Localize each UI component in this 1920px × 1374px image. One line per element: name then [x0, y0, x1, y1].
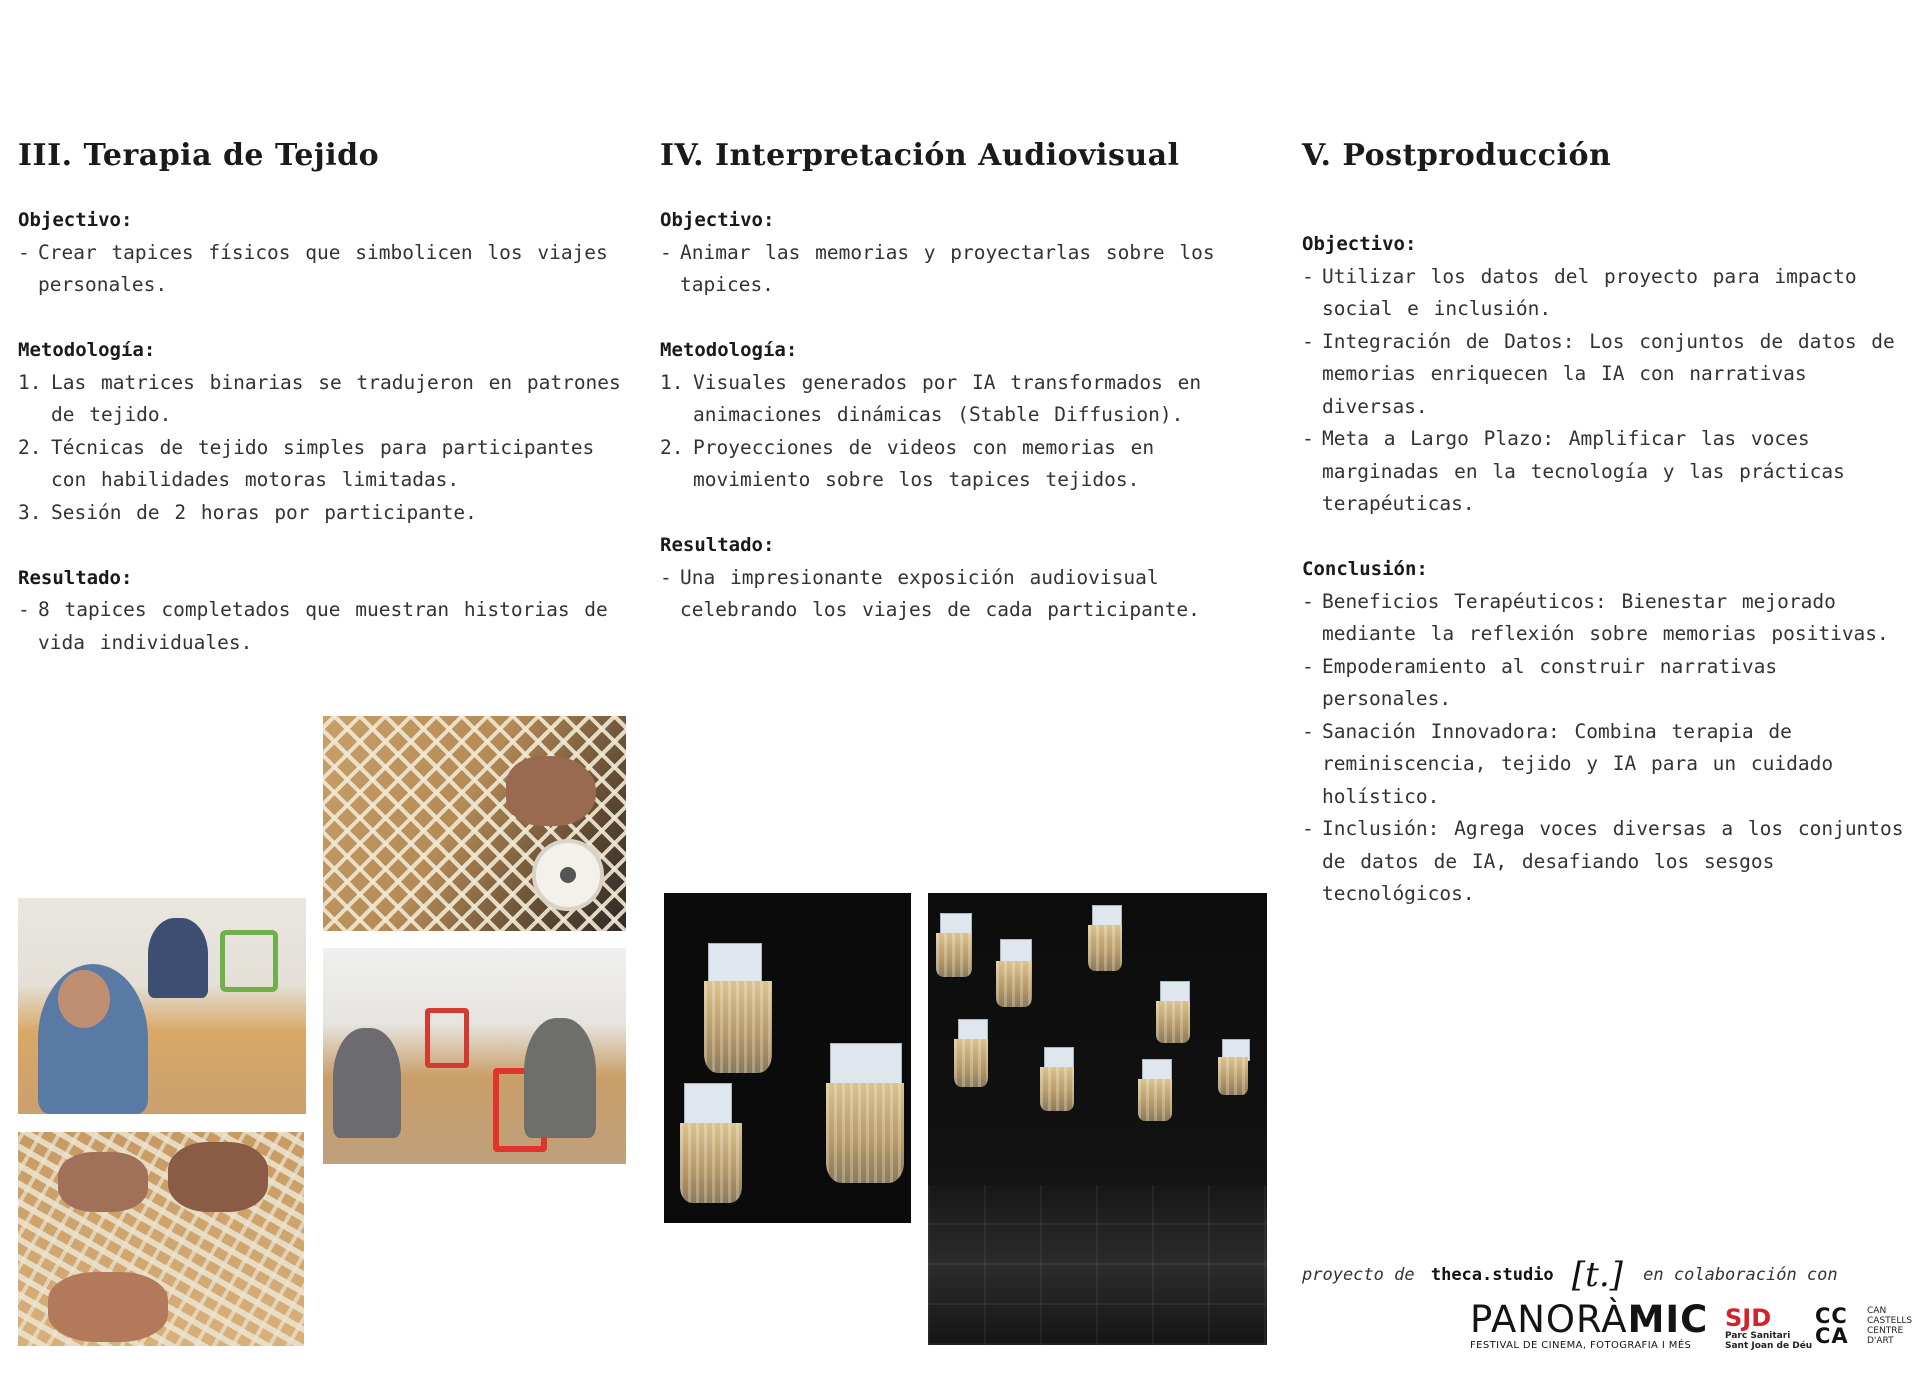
sjd-logo: SJD Parc Sanitari Sant Joan de Déu: [1725, 1304, 1813, 1351]
list-item: - Inclusión: Agrega voces diversas a los conjuntos de datos de IA, desafiando los sesgos tecnológicos.: [1302, 813, 1912, 911]
person-shape: [333, 1028, 401, 1138]
tiled-floor: [928, 1185, 1267, 1345]
section-title: III. Terapia de Tejido: [18, 138, 380, 173]
objective-label: Objectivo:: [660, 209, 775, 231]
list-item: - Sanación Innovadora: Combina terapia de reminiscencia, tejido y IA para un cuidado holístico.: [1302, 716, 1912, 814]
person-shape: [524, 1018, 596, 1138]
list-item: - Crear tapices físicos que simbolicen los viajes personales.: [18, 237, 638, 302]
result-list: [660, 562, 1280, 627]
list-item: - Empoderamiento al construir narrativas personales.: [1302, 651, 1912, 716]
list-item: 1. Visuales generados por IA transformados en animaciones dinámicas (Stable Diffusion).: [660, 370, 1202, 426]
section-title: IV. Interpretación Audiovisual: [660, 138, 1180, 173]
method-label: Metodología:: [18, 339, 156, 361]
credit-prefix: proyecto de: [1302, 1265, 1415, 1285]
list-item: - Utilizar los datos del proyecto para impacto social e inclusión.: [1302, 261, 1912, 326]
objective-list: [660, 237, 1280, 302]
result-label: Resultado:: [18, 566, 133, 589]
exhibition-hall-photo: [928, 893, 1267, 1345]
section-postproduccion: [1302, 136, 1912, 911]
objective-label: Objectivo:: [18, 209, 133, 231]
list-item: 3. Sesión de 2 horas por participante.: [18, 500, 477, 524]
can-castells-logo: CC CA CAN CASTELLS CENTRE D'ART: [1815, 1304, 1913, 1348]
method-list: [660, 367, 1280, 497]
credit-suffix: en colaboración con: [1643, 1265, 1838, 1285]
weaving-workshop-photo: [18, 898, 306, 1114]
list-item: 2. Técnicas de tejido simples para participantes con habilidades motoras limitadas.: [18, 435, 595, 491]
result-list: [18, 594, 638, 659]
studio-name: theca.studio: [1430, 1265, 1554, 1285]
list-item: - 8 tapices completados que muestran historias de vida individuales.: [18, 594, 638, 659]
hand-shape: [506, 756, 596, 826]
person-shape: [148, 918, 208, 998]
hands-weaving-photo: [18, 1132, 304, 1346]
thread-spool-shape: [532, 839, 604, 911]
section-terapia-de-tejido: [18, 136, 638, 659]
workshop-room-photo: [323, 948, 626, 1164]
list-item: 2. Proyecciones de videos con memorias en movimiento sobre los tapices tejidos.: [660, 435, 1155, 491]
hand-shape: [48, 1272, 168, 1342]
hand-shape: [58, 1152, 148, 1212]
objective-list: [1302, 261, 1912, 521]
studio-logo-mark: [t.]: [1571, 1255, 1623, 1295]
list-item: - Una impresionante exposición audiovisual celebrando los viajes de cada participante.: [660, 562, 1280, 627]
weaving-closeup-photo: [323, 716, 626, 931]
head-shape: [58, 970, 110, 1028]
conclusion-label: Conclusión:: [1302, 558, 1428, 580]
objective-label: Objectivo:: [1302, 233, 1417, 255]
conclusion-list: [1302, 586, 1912, 911]
list-item: - Integración de Datos: Los conjuntos de datos de memorias enriquecen la IA con narrativas diversas.: [1302, 326, 1912, 424]
method-list: [18, 367, 638, 530]
objective-list: [18, 237, 638, 302]
section-interpretacion-audiovisual: [660, 136, 1280, 627]
list-item: - Meta a Largo Plazo: Amplificar las voces marginadas en la tecnología y las prácticas terapéuticas.: [1302, 423, 1912, 521]
list-item: - Beneficios Terapéuticos: Bienestar mejorado mediante la reflexión sobre memorias positivas.: [1302, 586, 1912, 651]
project-credit: [1302, 1255, 1838, 1295]
list-item: - Animar las memorias y proyectarlas sobre los tapices.: [660, 237, 1280, 302]
chair-shape: [220, 930, 278, 992]
section-title: V. Postproducción: [1302, 138, 1612, 173]
panoramic-logo: PANORÀMIC FESTIVAL DE CINEMA, FOTOGRAFIA I MÉS: [1470, 1298, 1709, 1351]
result-label: Resultado:: [660, 534, 775, 556]
method-label: Metodología:: [660, 339, 798, 361]
chair-shape: [425, 1008, 469, 1068]
hand-shape: [168, 1142, 268, 1212]
list-item: 1. Las matrices binarias se tradujeron en patrones de tejido.: [18, 370, 621, 426]
tapestry-projection-photo: [664, 893, 911, 1223]
